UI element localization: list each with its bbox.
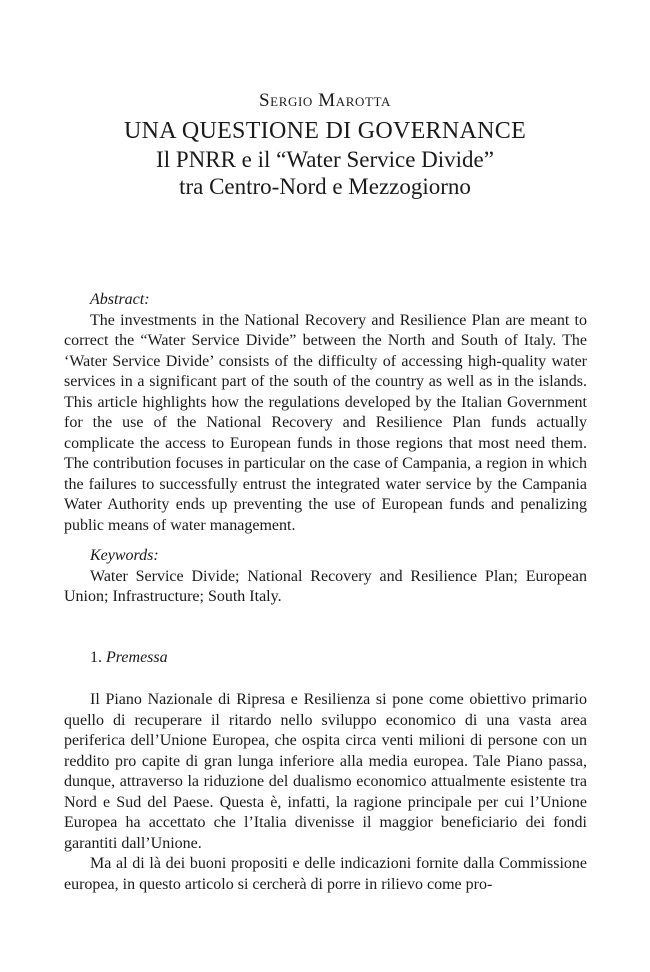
keywords-text: Water Service Divide; National Recovery and Resilience Plan; European Union; Infrastructure; South Italy.	[64, 567, 587, 605]
section-body	[64, 690, 587, 895]
keywords-label: Keywords:	[90, 547, 159, 564]
section-title: Premessa	[106, 649, 168, 666]
section-paragraph-2: Ma al di là dei buoni propositi e delle indicazioni fornite dalla Commissione europea, in questo articolo si cercherà di porre in rilievo come pro-	[64, 855, 587, 893]
article-subtitle-line-1: Il PNRR e il “Water Service Divide”	[156, 147, 494, 172]
article-subtitle-line-2: tra Centro-Nord e Mezzogiorno	[179, 174, 471, 199]
section-heading	[64, 648, 587, 669]
article-header	[0, 88, 650, 200]
section-paragraph-1: Il Piano Nazionale di Ripresa e Resilienza si pone come obiettivo primario quello di recuperare il ritardo nello sviluppo economico di una vasta area periferica dell’Unione Europea, che ospita circa venti milioni di persone con un reddito pro capite di gran lunga inferiore alla media europea. Tale Piano passa, dunque, attraverso la riduzione del dualismo economico attualmente esistente tra Nord e Sud del Paese. Questa è, infatti, la ragione principale per cui l’Unione Europea ha accettato che l’Italia divenisse il maggior beneficiario dei fondi garantiti dall’Unione.	[64, 691, 587, 852]
abstract-block	[64, 290, 587, 536]
abstract-label: Abstract:	[90, 291, 150, 308]
article-title: UNA QUESTIONE DI GOVERNANCE	[123, 118, 527, 144]
abstract-text: The investments in the National Recovery and Resilience Plan are meant to correct the “Water Service Divide” between the North and South of Italy. The ‘Water Service Divide’ consists of the difficulty of accessing high-quality water services in a significant part of the south of the country as well as in the islands. This article highlights how the regulations developed by the Italian Government for the use of the National Recovery and Resilience Plan funds actually complicate the access to European funds in those regions that most need them. The contribution focuses in particular on the case of Campania, a region in which the failures to successfully entrust the integrated water service by the Campania Water Authority ends up preventing the use of European funds and penalizing public means of water management.	[64, 311, 587, 534]
section-number: 1.	[90, 649, 102, 666]
author-name: Sergio Marotta	[258, 90, 391, 111]
keywords-block	[64, 546, 587, 608]
